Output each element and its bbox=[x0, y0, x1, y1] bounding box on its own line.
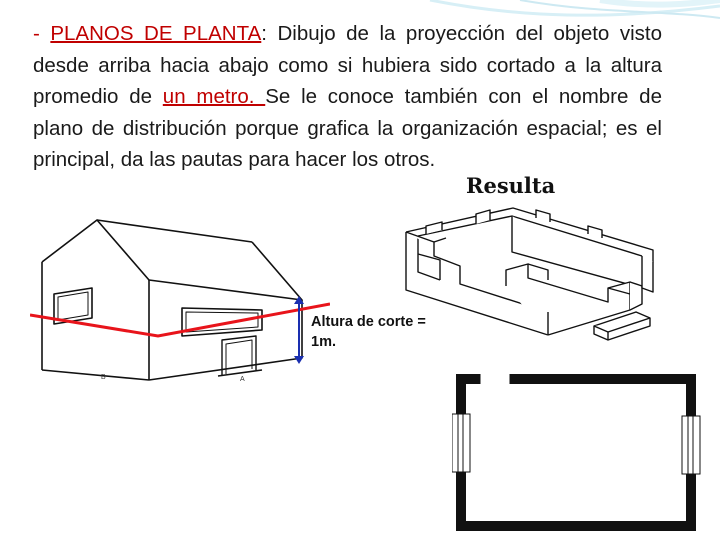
definition-text-2: Se le conoce también con el nombre de plano de distribución porque grafica la organización espacial; es el principal, da las pautas para hacer los otros. bbox=[33, 85, 662, 171]
title-colon: : bbox=[261, 22, 267, 45]
house-perspective-drawing bbox=[30, 212, 330, 397]
house-corner-label-front: A bbox=[240, 376, 245, 383]
highlight-height: un metro. bbox=[162, 85, 266, 108]
term-title: PLANOS DE PLANTA bbox=[50, 22, 262, 45]
result-label: Resulta bbox=[466, 173, 556, 198]
plan-window-left bbox=[452, 414, 470, 472]
cut-height-label: Altura de corte = 1m. bbox=[311, 314, 426, 350]
height-arrow bbox=[292, 296, 306, 366]
cut-walls-isometric-drawing bbox=[398, 200, 660, 350]
definition-paragraph bbox=[33, 18, 662, 176]
plan-window-right bbox=[682, 416, 700, 474]
plan-door-opening bbox=[480, 374, 510, 384]
floor-plan bbox=[452, 370, 707, 536]
house-corner-label-left: B bbox=[101, 374, 106, 381]
definition-text-1: Dibujo de la proyección del objeto visto desde arriba hacia abajo como si hubiera sido cortado a la altura promedio de bbox=[33, 22, 662, 108]
bullet-dash: - bbox=[33, 22, 51, 45]
